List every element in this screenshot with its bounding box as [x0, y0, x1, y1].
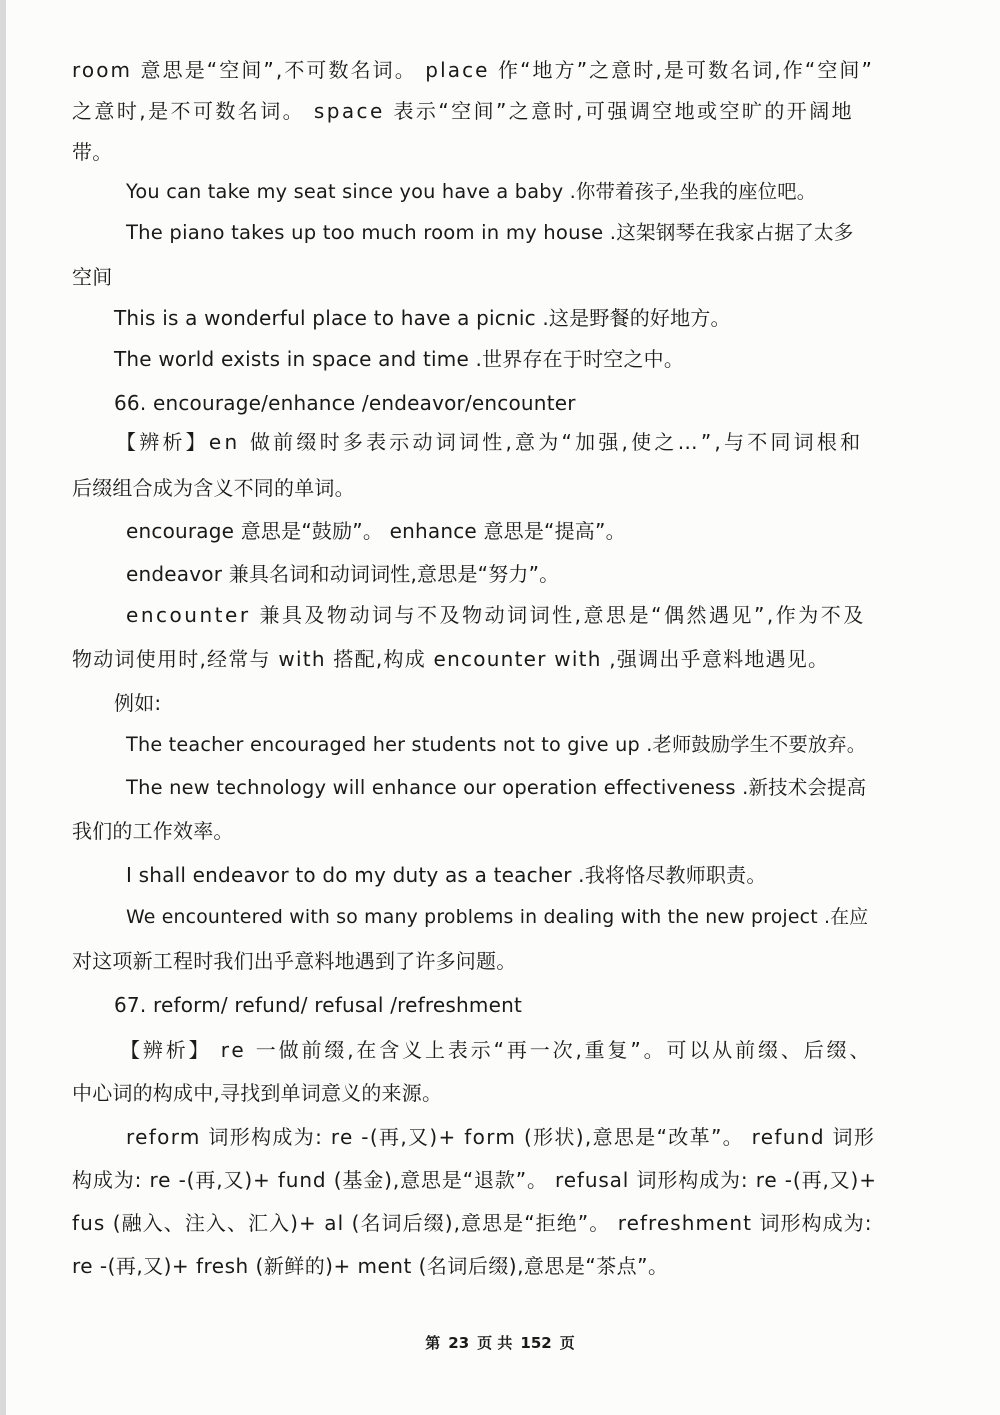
text-line: We encountered with so many problems in dealing with the new project .在应 [126, 907, 869, 928]
text-line: 之意时,是不可数名词。 space 表示“空间”之意时,可强调空地或空旷的开阔地 [72, 99, 855, 123]
text-line: The world exists in space and time .世界存在于时空之中。 [114, 347, 685, 371]
page-label-mid: 页 共 [477, 1334, 513, 1352]
text-line: endeavor 兼具名词和动词词性,意思是“努力”。 [126, 562, 560, 586]
text-line: The teacher encouraged her students not to give up .老师鼓励学生不要放弃。 [126, 733, 867, 756]
text-line: 空间 [72, 265, 113, 289]
text-line: fus (融入、注入、汇入)+ al (名词后缀),意思是“拒绝”。 refreshment 词形构成为: [72, 1211, 873, 1235]
text-line: 【辨析】en 做前缀时多表示动词词性,意为“加强,使之…”,与不同词根和 [116, 430, 864, 454]
page-label-prefix: 第 [425, 1334, 441, 1352]
scan-edge [0, 0, 6, 1415]
text-line: The piano takes up too much room in my house .这架钢琴在我家占据了太多 [126, 221, 854, 244]
current-page: 23 [448, 1334, 470, 1352]
text-line: 构成为: re -(再,又)+ fund (基金),意思是“退款”。 refusal 词形构成为: re -(再,又)+ [72, 1168, 877, 1192]
text-line: 对这项新工程时我们出乎意料地遇到了许多问题。 [72, 949, 517, 973]
section-heading: 66. encourage/enhance /endeavor/encounter [114, 391, 576, 415]
text-line: The new technology will enhance our operation effectiveness .新技术会提高 [126, 776, 867, 799]
text-line: encourage 意思是“鼓励”。 enhance 意思是“提高”。 [126, 519, 626, 543]
text-line: 带。 [72, 140, 113, 164]
text-line: encounter 兼具及物动词与不及物动词词性,意思是“偶然遇见”,作为不及 [126, 603, 866, 627]
text-line: 【辨析】 re 一做前缀,在含义上表示“再一次,重复”。可以从前缀、后缀、 [120, 1038, 873, 1062]
text-line: You can take my seat since you have a baby .你带着孩子,坐我的座位吧。 [126, 180, 817, 203]
text-line: room 意思是“空间”,不可数名词。 place 作“地方”之意时,是可数名词,作“空间” [72, 58, 874, 82]
text-line: 中心词的构成中,寻找到单词意义的来源。 [72, 1081, 443, 1105]
text-line: 物动词使用时,经常与 with 搭配,构成 encounter with ,强调出乎意料地遇见。 [72, 647, 830, 671]
text-line: reform 词形构成为: re -(再,又)+ form (形状),意思是“改革”。 refund 词形 [126, 1125, 876, 1149]
page-label-suffix: 页 [559, 1334, 575, 1352]
text-line: 后缀组合成为含义不同的单词。 [72, 476, 355, 500]
text-line: I shall endeavor to do my duty as a teacher .我将恪尽教师职责。 [126, 863, 767, 887]
text-line: re -(再,又)+ fresh (新鲜的)+ ment (名词后缀),意思是“茶点”。 [72, 1254, 669, 1278]
text-line: This is a wonderful place to have a picnic .这是野餐的好地方。 [114, 306, 731, 330]
page-number [0, 1332, 1000, 1353]
text-line: 我们的工作效率。 [72, 819, 234, 843]
total-pages: 152 [520, 1334, 552, 1352]
text-line: 例如: [114, 691, 162, 715]
section-heading: 67. reform/ refund/ refusal /refreshment [114, 993, 522, 1017]
